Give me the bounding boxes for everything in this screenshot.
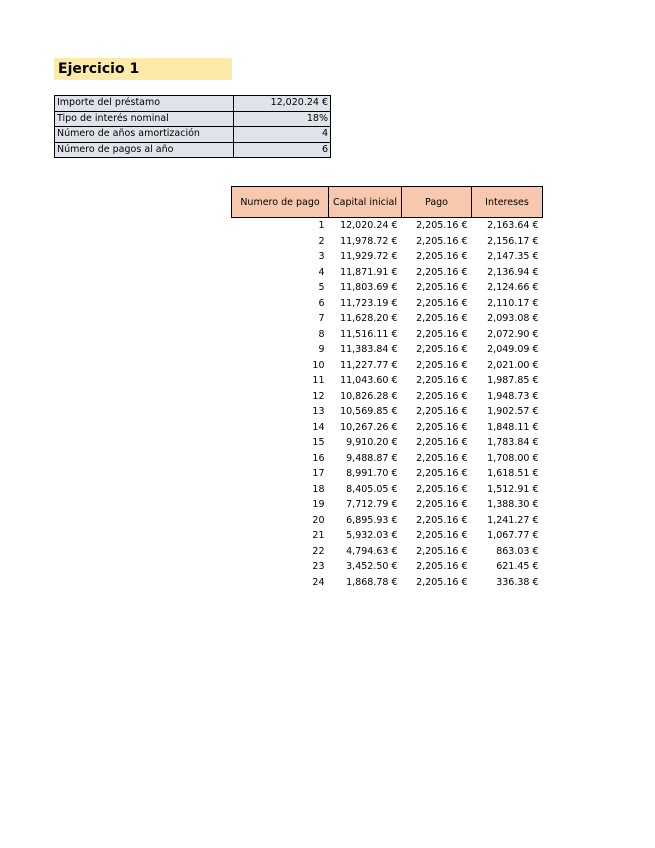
cell-intereses: 2,021.00 € (487, 359, 539, 371)
cell-numero-de-pago: 5 (318, 282, 325, 294)
cell-capital-inicial: 5,932.03 € (346, 530, 398, 542)
cell-numero-de-pago: 24 (312, 576, 325, 588)
cell-capital-inicial: 9,910.20 € (346, 437, 398, 449)
table-row (232, 234, 543, 250)
cell-pago: 2,205.16 € (416, 220, 468, 232)
table-row (232, 265, 543, 281)
cell-intereses: 1,987.85 € (487, 375, 539, 387)
cell-numero-de-pago: 3 (318, 251, 325, 263)
cell-pago: 2,205.16 € (416, 328, 468, 340)
cell-capital-inicial: 11,871.91 € (340, 266, 398, 278)
cell-capital-inicial: 11,723.19 € (340, 297, 398, 309)
table-row (232, 373, 543, 389)
table-header-row (232, 187, 543, 218)
cell-capital-inicial: 11,628.20 € (340, 313, 398, 325)
cell-numero-de-pago: 2 (318, 235, 325, 247)
cell-intereses: 1,241.27 € (487, 514, 539, 526)
cell-numero-de-pago: 21 (312, 530, 325, 542)
header-pago: Pago (402, 187, 472, 218)
cell-pago: 2,205.16 € (416, 375, 468, 387)
cell-capital-inicial: 8,405.05 € (346, 483, 398, 495)
header-intereses: Intereses (472, 187, 543, 218)
table-row (232, 358, 543, 374)
cell-capital-inicial: 9,488.87 € (346, 452, 398, 464)
cell-pago: 2,205.16 € (416, 406, 468, 418)
cell-capital-inicial: 11,978.72 € (340, 235, 398, 247)
cell-numero-de-pago: 4 (318, 266, 325, 278)
cell-capital-inicial: 3,452.50 € (346, 561, 398, 573)
cell-intereses: 1,902.57 € (487, 406, 539, 418)
table-row (232, 311, 543, 327)
cell-intereses: 2,072.90 € (487, 328, 539, 340)
cell-intereses: 2,049.09 € (487, 344, 539, 356)
table-row (232, 435, 543, 451)
table-row (232, 389, 543, 405)
param-label: Importe del préstamo (55, 96, 234, 112)
param-row (55, 127, 331, 143)
amortization-table (231, 186, 543, 590)
cell-numero-de-pago: 23 (312, 561, 325, 573)
cell-pago: 2,205.16 € (416, 452, 468, 464)
cell-capital-inicial: 8,991.70 € (346, 468, 398, 480)
cell-intereses: 336.38 € (496, 576, 539, 588)
cell-intereses: 863.03 € (496, 545, 539, 557)
table-row (232, 218, 543, 234)
cell-numero-de-pago: 22 (312, 545, 325, 557)
cell-capital-inicial: 4,794.63 € (346, 545, 398, 557)
table-row (232, 342, 543, 358)
cell-capital-inicial: 10,267.26 € (340, 421, 398, 433)
cell-numero-de-pago: 6 (318, 297, 325, 309)
cell-numero-de-pago: 11 (312, 375, 325, 387)
cell-intereses: 621.45 € (496, 561, 539, 573)
table-row (232, 528, 543, 544)
cell-capital-inicial: 10,826.28 € (340, 390, 398, 402)
cell-numero-de-pago: 19 (312, 499, 325, 511)
param-label: Tipo de interés nominal (55, 111, 234, 127)
cell-pago: 2,205.16 € (416, 421, 468, 433)
cell-capital-inicial: 6,895.93 € (346, 514, 398, 526)
cell-pago: 2,205.16 € (416, 545, 468, 557)
table-row (232, 249, 543, 265)
table-row (232, 451, 543, 467)
table-row (232, 280, 543, 296)
table-row (232, 420, 543, 436)
cell-intereses: 1,067.77 € (487, 530, 539, 542)
cell-pago: 2,205.16 € (416, 251, 468, 263)
table-row (232, 482, 543, 498)
cell-pago: 2,205.16 € (416, 514, 468, 526)
cell-capital-inicial: 7,712.79 € (346, 499, 398, 511)
exercise-title: Ejercicio 1 (54, 58, 232, 80)
cell-numero-de-pago: 15 (312, 437, 325, 449)
cell-intereses: 1,783.84 € (487, 437, 539, 449)
table-row (232, 404, 543, 420)
cell-intereses: 2,163.64 € (487, 220, 539, 232)
cell-intereses: 2,147.35 € (487, 251, 539, 263)
table-row (232, 544, 543, 560)
cell-numero-de-pago: 8 (318, 328, 325, 340)
cell-pago: 2,205.16 € (416, 530, 468, 542)
cell-pago: 2,205.16 € (416, 266, 468, 278)
cell-intereses: 1,708.00 € (487, 452, 539, 464)
param-row (55, 142, 331, 158)
table-row (232, 296, 543, 312)
cell-pago: 2,205.16 € (416, 483, 468, 495)
cell-capital-inicial: 11,516.11 € (340, 328, 398, 340)
cell-numero-de-pago: 10 (312, 359, 325, 371)
cell-numero-de-pago: 13 (312, 406, 325, 418)
cell-intereses: 2,110.17 € (487, 297, 539, 309)
param-value: 12,020.24 € (234, 96, 331, 112)
cell-numero-de-pago: 14 (312, 421, 325, 433)
param-label: Número de años amortización (55, 127, 234, 143)
cell-pago: 2,205.16 € (416, 297, 468, 309)
cell-intereses: 2,124.66 € (487, 282, 539, 294)
table-row (232, 575, 543, 591)
param-row (55, 111, 331, 127)
table-row (232, 466, 543, 482)
table-row (232, 513, 543, 529)
cell-pago: 2,205.16 € (416, 468, 468, 480)
table-row (232, 497, 543, 513)
cell-numero-de-pago: 16 (312, 452, 325, 464)
cell-numero-de-pago: 20 (312, 514, 325, 526)
cell-pago: 2,205.16 € (416, 499, 468, 511)
cell-intereses: 1,388.30 € (487, 499, 539, 511)
cell-pago: 2,205.16 € (416, 576, 468, 588)
cell-pago: 2,205.16 € (416, 561, 468, 573)
cell-capital-inicial: 1,868.78 € (346, 576, 398, 588)
cell-intereses: 2,093.08 € (487, 313, 539, 325)
cell-intereses: 1,948.73 € (487, 390, 539, 402)
cell-pago: 2,205.16 € (416, 313, 468, 325)
param-value: 6 (234, 142, 331, 158)
cell-capital-inicial: 12,020.24 € (340, 220, 398, 232)
cell-pago: 2,205.16 € (416, 390, 468, 402)
cell-intereses: 1,512.91 € (487, 483, 539, 495)
cell-numero-de-pago: 17 (312, 468, 325, 480)
cell-numero-de-pago: 1 (318, 220, 325, 232)
cell-intereses: 2,156.17 € (487, 235, 539, 247)
cell-pago: 2,205.16 € (416, 437, 468, 449)
cell-capital-inicial: 11,043.60 € (340, 375, 398, 387)
header-capital-inicial: Capital inicial (329, 187, 402, 218)
table-row (232, 559, 543, 575)
cell-pago: 2,205.16 € (416, 359, 468, 371)
cell-numero-de-pago: 9 (318, 344, 325, 356)
cell-numero-de-pago: 12 (312, 390, 325, 402)
header-numero-de-pago: Numero de pago (232, 187, 329, 218)
cell-capital-inicial: 11,803.69 € (340, 282, 398, 294)
cell-intereses: 1,848.11 € (487, 421, 539, 433)
cell-intereses: 2,136.94 € (487, 266, 539, 278)
cell-pago: 2,205.16 € (416, 282, 468, 294)
param-label: Número de pagos al año (55, 142, 234, 158)
cell-capital-inicial: 10,569.85 € (340, 406, 398, 418)
param-row (55, 96, 331, 112)
cell-numero-de-pago: 7 (318, 313, 325, 325)
cell-capital-inicial: 11,929.72 € (340, 251, 398, 263)
cell-pago: 2,205.16 € (416, 235, 468, 247)
param-value: 4 (234, 127, 331, 143)
cell-pago: 2,205.16 € (416, 344, 468, 356)
param-value: 18% (234, 111, 331, 127)
loan-parameters-table (54, 95, 331, 158)
cell-capital-inicial: 11,227.77 € (340, 359, 398, 371)
table-row (232, 327, 543, 343)
cell-capital-inicial: 11,383.84 € (340, 344, 398, 356)
cell-intereses: 1,618.51 € (487, 468, 539, 480)
cell-numero-de-pago: 18 (312, 483, 325, 495)
